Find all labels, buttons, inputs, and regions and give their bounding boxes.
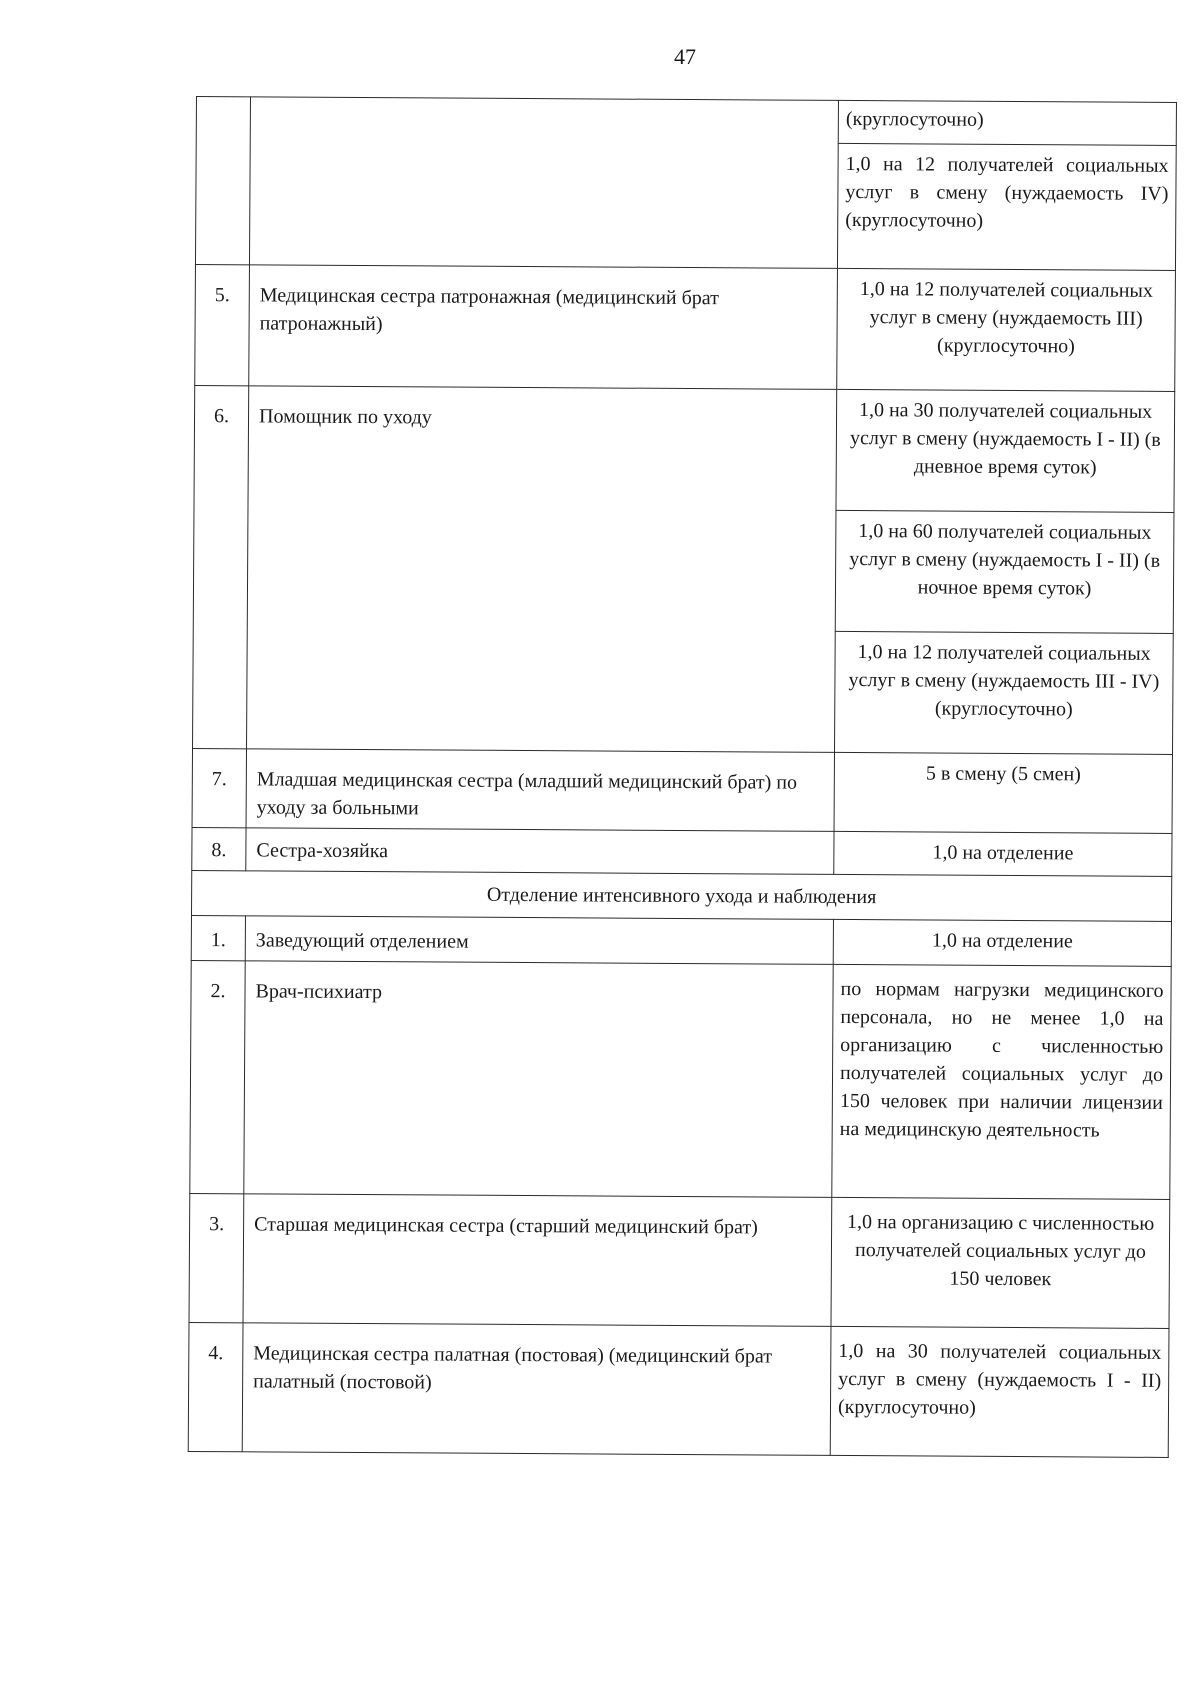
row-number: 5. — [195, 264, 250, 385]
section-title: Отделение интенсивного ухода и наблюдения — [191, 870, 1171, 921]
position-name: Медицинская сестра патронажная (медицинский брат патронажный) — [249, 265, 838, 390]
section-row — [191, 870, 1171, 921]
row-number: 3. — [189, 1193, 244, 1322]
table-row — [190, 960, 1171, 1199]
norm-cell: по нормам нагрузки медицинского персонала, но не менее 1,0 на организацию с численностью получателей социальных услуг до 150 человек при наличии лицензии на медицинскую деятельность — [832, 964, 1171, 1199]
table-row — [192, 827, 1172, 876]
row-number: 8. — [192, 827, 246, 870]
position-name: Врач-психиатр — [244, 961, 833, 1198]
page-number: 47 — [674, 44, 696, 69]
table-row — [188, 1322, 1169, 1457]
norm-cell: 1,0 на организацию с численностью получателей социальных услуг до 150 человек — [831, 1197, 1170, 1328]
row-number: 4. — [188, 1322, 243, 1451]
table-row — [194, 385, 1175, 512]
row-number: 6. — [193, 385, 249, 748]
row-number: 7. — [192, 748, 246, 827]
staffing-table — [188, 96, 1177, 1458]
row-number: 1. — [191, 915, 245, 960]
table-row — [196, 97, 1176, 146]
table-row — [191, 915, 1171, 966]
norm-cell: 5 в смену (5 смен) — [834, 752, 1172, 833]
position-name: Старшая медицинская сестра (старший медицинский брат) — [243, 1194, 832, 1327]
norm-cell: (круглосуточно) — [838, 100, 1176, 145]
norm-cell: 1,0 на 12 получателей социальных услуг в смену (нуждаемость IV) (круглосуточно) — [837, 143, 1176, 270]
position-name: Младшая медицинская сестра (младший медицинский брат) по уходу за больными — [246, 749, 834, 832]
position-name: Сестра-хозяйка — [246, 828, 834, 875]
norm-cell: 1,0 на 60 получателей социальных услуг в смену (нуждаемость I - II) (в ночное время суток) — [835, 510, 1174, 633]
position-name: Заведующий отделением — [245, 916, 833, 965]
position-cell — [249, 97, 838, 269]
table-row — [189, 1193, 1170, 1328]
norm-cell: 1,0 на отделение — [834, 831, 1172, 876]
norm-cell: 1,0 на отделение — [833, 919, 1171, 966]
table-row — [195, 264, 1176, 391]
norm-cell: 1,0 на 12 получателей социальных услуг в смену (нуждаемость III) (круглосуточно) — [837, 268, 1176, 391]
norm-cell: 1,0 на 12 получателей социальных услуг в смену (нуждаемость III - IV) (круглосуточно) — [835, 631, 1174, 754]
number-cell — [195, 97, 250, 265]
row-number: 2. — [190, 960, 245, 1193]
position-name: Медицинская сестра палатная (постовая) (медицинский брат палатный (постовой) — [242, 1323, 831, 1456]
norm-cell: 1,0 на 30 получателей социальных услуг в смену (нуждаемость I - II) (в дневное время суток) — [836, 389, 1175, 512]
position-name: Помощник по уходу — [247, 386, 837, 753]
table-row — [192, 748, 1172, 833]
norm-cell: 1,0 на 30 получателей социальных услуг в смену (нуждаемость I - II) (круглосуточно) — [830, 1326, 1169, 1457]
